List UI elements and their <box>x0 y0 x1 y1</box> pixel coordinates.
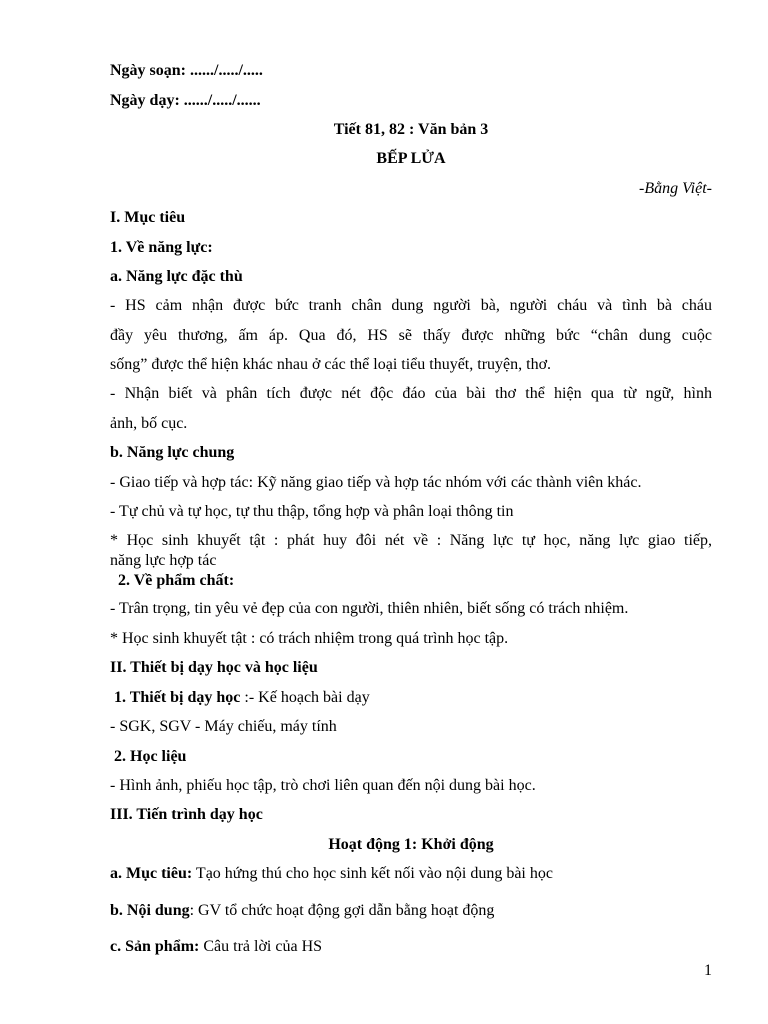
para-5-line-2: năng lực hợp tác <box>110 552 217 569</box>
para-7: * Học sinh khuyết tật : có trách nhiệm trong quá trình học tập. <box>110 630 509 647</box>
activity-content-label: b. Nội dung <box>110 902 190 919</box>
para-2-line-1: - Nhận biết và phân tích được nét độc đáo của bài thơ thể hiện qua từ ngữ, hình <box>110 385 712 402</box>
section-2-sub-1 <box>114 688 716 708</box>
section-1-sub-1b: b. Năng lực chung <box>110 444 235 461</box>
para-1-line-1: - HS cảm nhận được bức tranh chân dung người bà, người cháu và tình bà cháu <box>110 297 712 314</box>
para-6: - Trân trọng, tin yêu vẻ đẹp của con người, thiên nhiên, biết sống có trách nhiệm. <box>110 600 629 617</box>
para-4: - Tự chủ và tự học, tự thu thập, tổng hợp và phân loại thông tin <box>110 503 514 520</box>
lesson-title: BẾP LỬA <box>376 150 446 167</box>
section-1-heading: I. Mục tiêu <box>110 209 186 226</box>
activity-1-title: Hoạt động 1: Khởi động <box>328 836 494 853</box>
activity-product-text: Câu trả lời của HS <box>199 938 323 955</box>
section-2-sub-2: 2. Học liệu <box>114 748 187 765</box>
activity-goal-label: a. Mục tiêu: <box>110 865 193 882</box>
section-2-heading: II. Thiết bị dạy học và học liệu <box>110 659 318 676</box>
section-1-sub-1a: a. Năng lực đặc thù <box>110 268 243 285</box>
section-2-sub-1-label: 1. Thiết bị dạy học <box>114 689 241 706</box>
lesson-number: Tiết 81, 82 : Văn bản 3 <box>333 121 489 138</box>
activity-goal-text: Tạo hứng thú cho học sinh kết nối vào nội dung bài học <box>192 865 553 882</box>
section-1-sub-2: 2. Về phẩm chất: <box>118 572 235 589</box>
para-1-line-3: sống” được thể hiện khác nhau ở các thể loại tiểu thuyết, truyện, thơ. <box>110 356 552 373</box>
activity-goal <box>110 864 712 884</box>
ngay-day: Ngày dạy: ....../...../...... <box>110 92 261 109</box>
activity-product-label: c. Sản phẩm: <box>110 938 200 955</box>
author: -Bằng Việt- <box>638 180 712 197</box>
para-2-line-2: ảnh, bố cục. <box>110 415 188 432</box>
activity-content <box>110 901 712 921</box>
section-2-para-2: - Hình ảnh, phiếu học tập, trò chơi liên quan đến nội dung bài học. <box>110 777 536 794</box>
section-1-sub-1: 1. Về năng lực: <box>110 239 213 256</box>
activity-content-text: : GV tổ chức hoạt động gợi dẫn bằng hoạt động <box>189 902 495 919</box>
page-number: 1 <box>704 962 712 979</box>
ngay-soan: Ngày soạn: ....../...../..... <box>110 62 263 79</box>
para-5-line-1: * Học sinh khuyết tật : phát huy đôi nét về : Năng lực tự học, năng lực giao tiếp, <box>110 532 712 549</box>
section-3-heading: III. Tiến trình dạy học <box>110 806 263 823</box>
activity-product <box>110 937 712 957</box>
para-1-line-2: đầy yêu thương, ấm áp. Qua đó, HS sẽ thấy được những bức “chân dung cuộc <box>110 327 712 344</box>
section-2-para-1: - SGK, SGV - Máy chiếu, máy tính <box>110 718 337 735</box>
para-3: - Giao tiếp và hợp tác: Kỹ năng giao tiếp và hợp tác nhóm với các thành viên khác. <box>110 474 642 491</box>
section-2-sub-1-text: :- Kế hoạch bài dạy <box>240 689 370 706</box>
